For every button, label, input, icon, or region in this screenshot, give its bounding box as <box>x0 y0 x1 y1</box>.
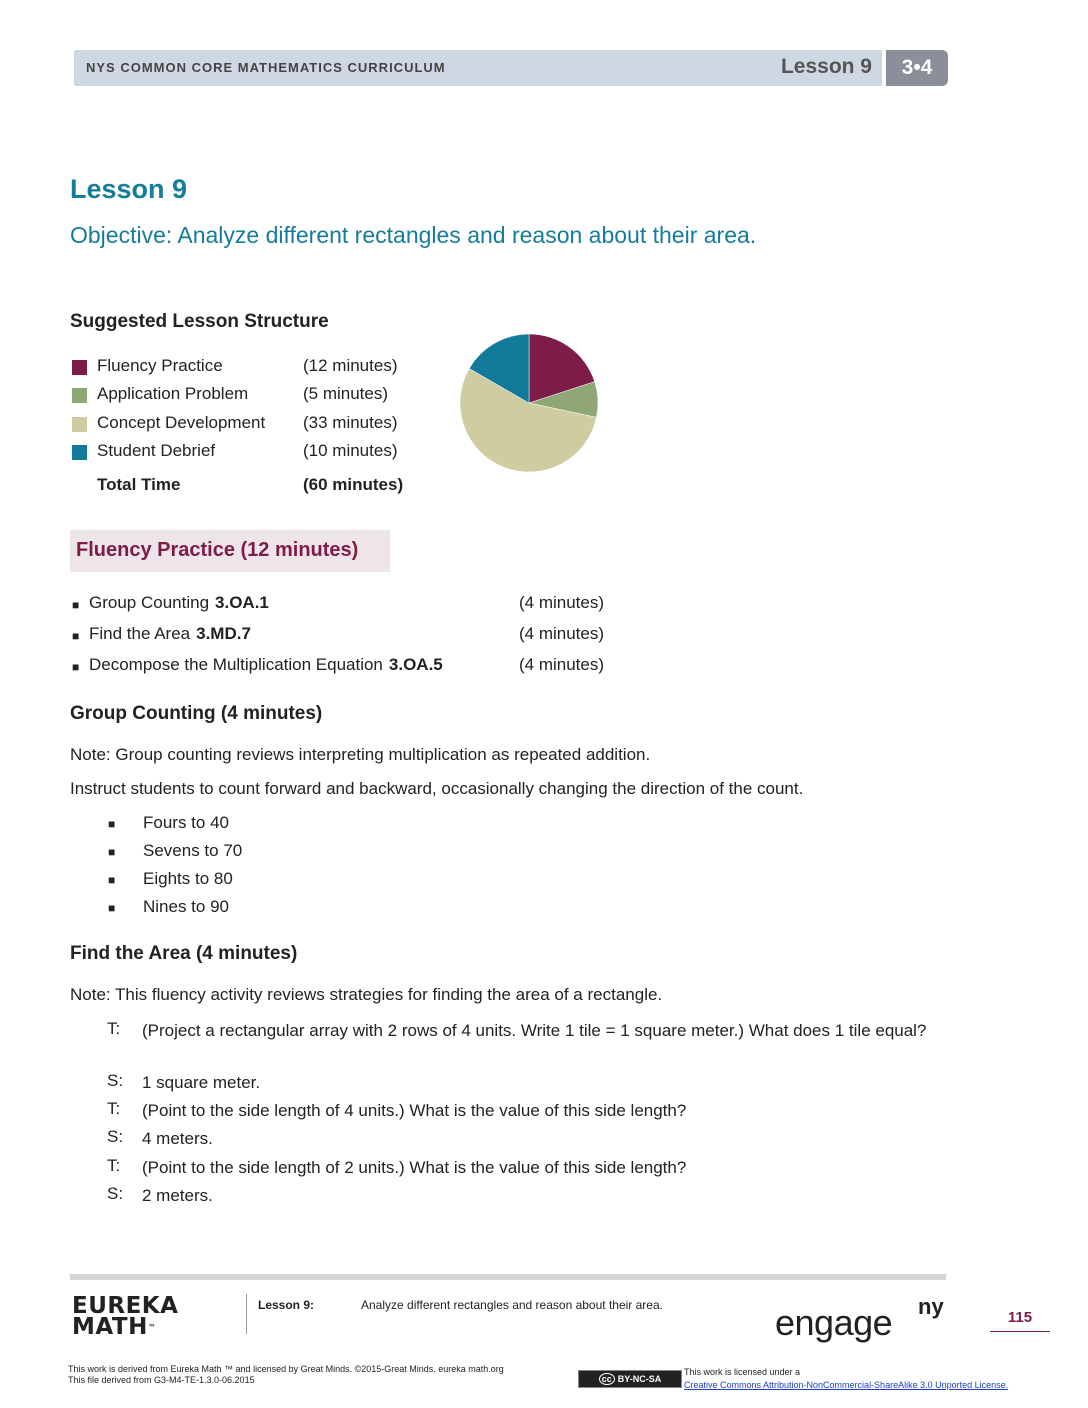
footer-vertical-divider <box>246 1294 247 1334</box>
group-counting-heading: Group Counting (4 minutes) <box>70 703 323 724</box>
legend-minutes: (12 minutes) <box>303 356 398 375</box>
derived-notice: This work is derived from Eureka Math ™ and licensed by Great Minds. ©2015-Great Minds. eureka math.org This file derived from G3-M4-TE-1.3.0-06.2015 <box>68 1364 504 1385</box>
bullet-icon: ■ <box>108 901 116 915</box>
page-title: Lesson 9 <box>70 174 188 204</box>
total-time-label: Total Time <box>97 475 181 494</box>
activity-name: Find the Area <box>89 624 191 643</box>
page-number-underline <box>990 1331 1050 1332</box>
activity-minutes: (4 minutes) <box>519 655 605 674</box>
footer-lesson-description: Analyze different rectangles and reason about their area. <box>361 1298 663 1312</box>
header-lesson: Lesson 9 <box>780 55 872 78</box>
curriculum-name: NYS COMMON CORE MATHEMATICS CURRICULUM <box>86 60 446 75</box>
legend-minutes: (10 minutes) <box>303 441 398 460</box>
legend-minutes: (5 minutes) <box>303 384 389 403</box>
dialogue-text: (Project a rectangular array with 2 rows of 4 units. Write 1 tile = 1 square meter.) What does 1 tile equal? <box>142 1021 927 1040</box>
module-tab: 3•4 <box>886 50 948 86</box>
license-notice: This work is licensed under a Creative Commons Attribution-NonCommercial-ShareAlike 3.0 Unported License. <box>684 1367 1009 1390</box>
bullet-icon: ■ <box>108 845 116 859</box>
dialogue-speaker: S: <box>107 1127 124 1146</box>
header-banner <box>74 50 882 86</box>
lesson-structure-pie-chart <box>456 330 602 476</box>
eureka-math-logo: EUREKA MATH™ <box>72 1293 179 1340</box>
legend-label: Concept Development <box>97 413 266 432</box>
fluency-heading: Fluency Practice (12 minutes) <box>76 539 359 561</box>
bullet-icon: ■ <box>108 817 116 831</box>
cc-license-badge-icon: cc BY-NC-SA <box>578 1370 682 1388</box>
structure-heading: Suggested Lesson Structure <box>70 311 329 332</box>
activity-standard: 3.OA.5 <box>388 655 443 674</box>
engageny-logo: engage ny <box>775 1294 944 1343</box>
activity-minutes: (4 minutes) <box>519 624 605 643</box>
legend-minutes: (33 minutes) <box>303 413 398 432</box>
legend-swatch <box>72 445 87 460</box>
legend-swatch <box>72 388 87 403</box>
activity-standard: 3.OA.1 <box>215 593 269 612</box>
page-number: 115 <box>1007 1309 1033 1326</box>
legend-swatch <box>72 360 87 375</box>
fluency-section-header <box>70 530 390 572</box>
dialogue-speaker: T: <box>107 1019 121 1038</box>
legend-swatch <box>72 417 87 432</box>
legend-label: Student Debrief <box>97 441 216 460</box>
total-time-minutes: (60 minutes) <box>303 475 404 494</box>
activity-standard: 3.MD.7 <box>196 624 251 643</box>
dialogue-speaker: S: <box>107 1184 124 1203</box>
find-area-heading: Find the Area (4 minutes) <box>70 943 298 964</box>
dialogue-speaker: S: <box>107 1071 124 1090</box>
find-area-note: Note: This fluency activity reviews strategies for finding the area of a rectangle. <box>70 985 663 1004</box>
dialogue-speaker: T: <box>107 1099 121 1118</box>
footer-divider <box>70 1274 946 1280</box>
bullet-icon: ■ <box>72 660 80 674</box>
dialogue-text: 4 meters. <box>142 1129 213 1148</box>
bullet-icon: ■ <box>72 629 80 643</box>
license-link[interactable]: Creative Commons Attribution-NonCommercial-ShareAlike 3.0 Unported License. <box>684 1380 1009 1390</box>
activity-name: Decompose the Multiplication Equation <box>89 655 383 674</box>
footer-lesson-label: Lesson 9: <box>258 1298 315 1312</box>
activity-minutes: (4 minutes) <box>519 593 605 612</box>
lesson-objective: Objective: Analyze different rectangles and reason about their area. <box>70 222 757 248</box>
bullet-icon: ■ <box>108 873 116 887</box>
legend-label: Application Problem <box>97 384 249 403</box>
group-counting-note: Note: Group counting reviews interpreting multiplication as repeated addition. <box>70 745 651 764</box>
group-counting-instruction: Instruct students to count forward and backward, occasionally changing the direction of the count. <box>70 779 804 798</box>
dialogue-text: 1 square meter. <box>142 1073 261 1092</box>
dialogue-text: (Point to the side length of 2 units.) What is the value of this side length? <box>142 1158 687 1177</box>
bullet-icon: ■ <box>72 598 80 612</box>
dialogue-text: 2 meters. <box>142 1186 213 1205</box>
dialogue-text: (Point to the side length of 4 units.) What is the value of this side length? <box>142 1101 687 1120</box>
activity-name: Group Counting <box>89 593 210 612</box>
dialogue-speaker: T: <box>107 1156 121 1175</box>
legend-label: Fluency Practice <box>97 356 223 375</box>
